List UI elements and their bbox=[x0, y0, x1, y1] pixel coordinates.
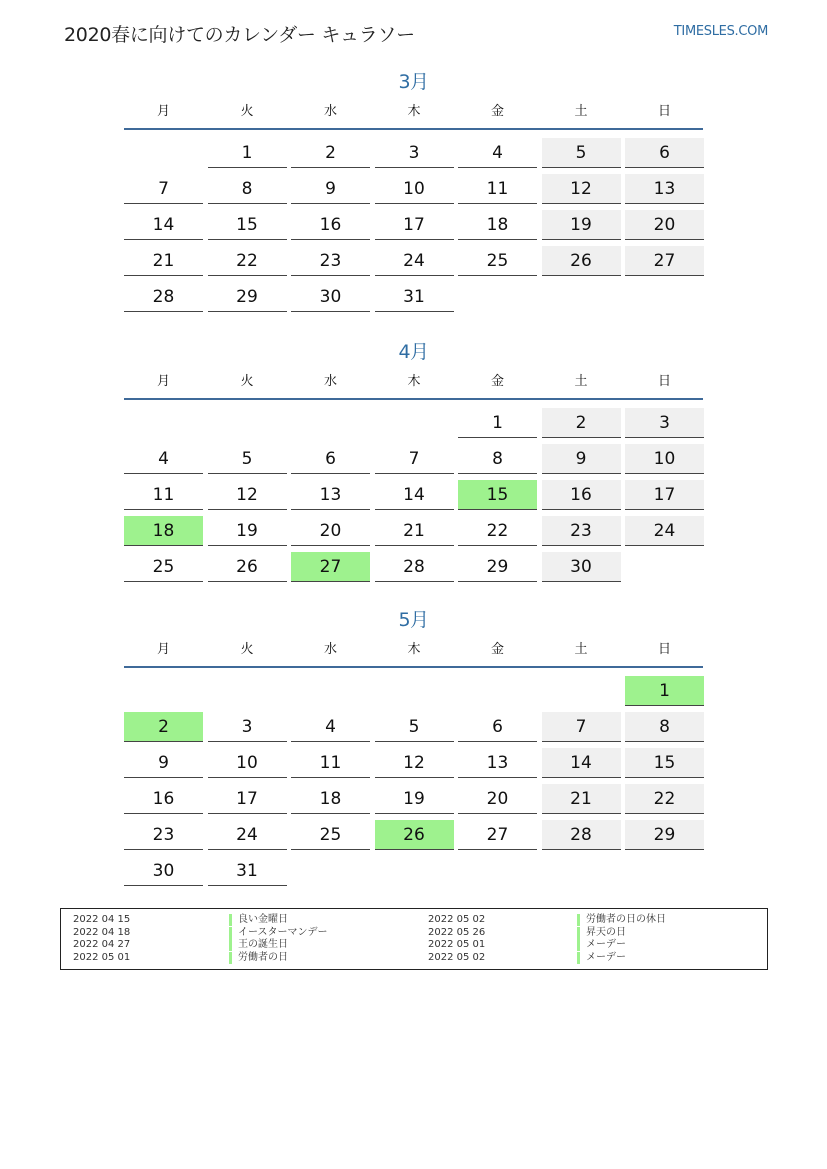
legend-date: 2022 05 01 bbox=[428, 939, 486, 950]
weekday-label: 火 bbox=[240, 104, 254, 119]
day-cell: 10 bbox=[625, 444, 704, 474]
day-grid bbox=[124, 132, 703, 318]
day-cell: 27 bbox=[625, 246, 704, 276]
day-cell: 30 bbox=[542, 552, 621, 582]
day-cell: 6 bbox=[458, 712, 537, 742]
legend-holiday-name: 労働者の日 bbox=[229, 952, 288, 964]
weekday-label: 火 bbox=[240, 642, 254, 657]
day-cell: 5 bbox=[375, 712, 454, 742]
weekday-label: 水 bbox=[323, 104, 337, 119]
weekday-label: 日 bbox=[657, 642, 671, 657]
day-cell: 15 bbox=[208, 210, 287, 240]
month-title: 5月 bbox=[398, 609, 429, 631]
weekday-label: 木 bbox=[407, 642, 421, 657]
page-title: 2020春に向けてのカレンダー キュラソー bbox=[64, 24, 415, 46]
legend-holiday-name: 王の誕生日 bbox=[229, 939, 288, 951]
day-cell: 7 bbox=[375, 444, 454, 474]
weekday-label: 土 bbox=[574, 642, 588, 657]
day-cell: 29 bbox=[625, 820, 704, 850]
day-cell: 10 bbox=[375, 174, 454, 204]
weekday-label: 月 bbox=[156, 642, 170, 657]
holiday-day-cell: 18 bbox=[124, 516, 203, 546]
day-cell: 7 bbox=[542, 712, 621, 742]
day-cell: 2 bbox=[291, 138, 370, 168]
legend-holiday-name: 労働者の日の休日 bbox=[577, 914, 666, 926]
day-cell: 25 bbox=[291, 820, 370, 850]
weekday-label: 火 bbox=[240, 374, 254, 389]
header-divider bbox=[124, 398, 703, 400]
day-cell: 7 bbox=[124, 174, 203, 204]
day-cell: 24 bbox=[375, 246, 454, 276]
day-cell: 25 bbox=[458, 246, 537, 276]
day-cell: 17 bbox=[625, 480, 704, 510]
day-cell: 12 bbox=[375, 748, 454, 778]
day-cell: 5 bbox=[542, 138, 621, 168]
day-cell: 17 bbox=[208, 784, 287, 814]
legend-date: 2022 05 02 bbox=[428, 914, 486, 925]
day-cell: 12 bbox=[542, 174, 621, 204]
month-block bbox=[124, 338, 703, 588]
day-cell: 28 bbox=[542, 820, 621, 850]
weekday-label: 土 bbox=[574, 104, 588, 119]
day-cell: 11 bbox=[291, 748, 370, 778]
page-header bbox=[64, 20, 768, 48]
day-cell: 5 bbox=[208, 444, 287, 474]
day-cell: 6 bbox=[625, 138, 704, 168]
day-cell: 2 bbox=[542, 408, 621, 438]
day-cell: 4 bbox=[124, 444, 203, 474]
weekday-label: 木 bbox=[407, 104, 421, 119]
day-cell: 3 bbox=[625, 408, 704, 438]
day-cell: 14 bbox=[375, 480, 454, 510]
day-cell: 23 bbox=[291, 246, 370, 276]
day-cell: 4 bbox=[458, 138, 537, 168]
day-cell: 16 bbox=[542, 480, 621, 510]
day-cell: 26 bbox=[542, 246, 621, 276]
day-cell: 22 bbox=[208, 246, 287, 276]
day-cell: 1 bbox=[458, 408, 537, 438]
day-cell: 1 bbox=[208, 138, 287, 168]
day-cell: 21 bbox=[375, 516, 454, 546]
day-cell: 15 bbox=[625, 748, 704, 778]
day-cell: 8 bbox=[458, 444, 537, 474]
day-cell: 24 bbox=[208, 820, 287, 850]
day-cell: 22 bbox=[458, 516, 537, 546]
day-cell: 24 bbox=[625, 516, 704, 546]
day-cell: 3 bbox=[208, 712, 287, 742]
day-grid bbox=[124, 402, 703, 588]
day-cell: 13 bbox=[291, 480, 370, 510]
day-cell: 14 bbox=[542, 748, 621, 778]
day-cell: 20 bbox=[291, 516, 370, 546]
day-cell: 19 bbox=[208, 516, 287, 546]
weekday-header bbox=[124, 372, 703, 398]
weekday-label: 日 bbox=[657, 374, 671, 389]
day-cell: 28 bbox=[375, 552, 454, 582]
weekday-label: 金 bbox=[490, 374, 504, 389]
day-cell: 26 bbox=[208, 552, 287, 582]
legend-date: 2022 05 02 bbox=[428, 951, 486, 963]
holiday-day-cell: 15 bbox=[458, 480, 537, 510]
day-cell: 30 bbox=[124, 856, 203, 886]
day-cell: 18 bbox=[291, 784, 370, 814]
day-cell: 31 bbox=[208, 856, 287, 886]
weekday-label: 水 bbox=[323, 642, 337, 657]
legend-holiday-name: メーデー bbox=[577, 939, 626, 951]
day-cell: 16 bbox=[291, 210, 370, 240]
legend-date: 2022 05 26 bbox=[428, 926, 486, 938]
weekday-label: 月 bbox=[156, 374, 170, 389]
day-cell: 23 bbox=[542, 516, 621, 546]
day-cell: 9 bbox=[542, 444, 621, 474]
brand-link[interactable]: TIMESLES.COM bbox=[673, 24, 768, 39]
header-divider bbox=[124, 666, 703, 668]
day-cell: 29 bbox=[458, 552, 537, 582]
day-cell: 20 bbox=[458, 784, 537, 814]
day-cell: 11 bbox=[458, 174, 537, 204]
day-cell: 28 bbox=[124, 282, 203, 312]
legend-holiday-name: 昇天の日 bbox=[577, 927, 626, 939]
day-grid bbox=[124, 670, 703, 892]
day-cell: 23 bbox=[124, 820, 203, 850]
day-cell: 4 bbox=[291, 712, 370, 742]
legend-date: 2022 04 18 bbox=[73, 926, 131, 938]
day-cell: 21 bbox=[124, 246, 203, 276]
day-cell: 3 bbox=[375, 138, 454, 168]
day-cell: 9 bbox=[291, 174, 370, 204]
day-cell: 18 bbox=[458, 210, 537, 240]
header-divider bbox=[124, 128, 703, 130]
day-cell: 19 bbox=[375, 784, 454, 814]
day-cell: 16 bbox=[124, 784, 203, 814]
month-title: 4月 bbox=[398, 341, 429, 363]
holiday-day-cell: 27 bbox=[291, 552, 370, 582]
day-cell: 27 bbox=[458, 820, 537, 850]
day-cell: 13 bbox=[625, 174, 704, 204]
day-cell: 21 bbox=[542, 784, 621, 814]
weekday-header bbox=[124, 102, 703, 128]
day-cell: 22 bbox=[625, 784, 704, 814]
day-cell: 17 bbox=[375, 210, 454, 240]
legend-holiday-name: メーデー bbox=[577, 952, 626, 964]
weekday-header bbox=[124, 640, 703, 666]
day-cell: 13 bbox=[458, 748, 537, 778]
day-cell: 10 bbox=[208, 748, 287, 778]
day-cell: 20 bbox=[625, 210, 704, 240]
weekday-label: 木 bbox=[407, 374, 421, 389]
day-cell: 31 bbox=[375, 282, 454, 312]
legend-date: 2022 05 01 bbox=[73, 951, 131, 963]
weekday-label: 土 bbox=[574, 374, 588, 389]
day-cell: 6 bbox=[291, 444, 370, 474]
holiday-day-cell: 1 bbox=[625, 676, 704, 706]
legend-holiday-name: 良い金曜日 bbox=[229, 914, 288, 926]
day-cell: 29 bbox=[208, 282, 287, 312]
holiday-legend bbox=[60, 908, 768, 970]
day-cell: 14 bbox=[124, 210, 203, 240]
legend-date: 2022 04 27 bbox=[73, 939, 131, 950]
weekday-label: 金 bbox=[490, 642, 504, 657]
holiday-day-cell: 26 bbox=[375, 820, 454, 850]
month-block bbox=[124, 68, 703, 318]
weekday-label: 金 bbox=[490, 104, 504, 119]
day-cell: 8 bbox=[625, 712, 704, 742]
legend-holiday-name: イースターマンデー bbox=[229, 927, 328, 939]
weekday-label: 水 bbox=[323, 374, 337, 389]
weekday-label: 日 bbox=[657, 104, 671, 119]
day-cell: 19 bbox=[542, 210, 621, 240]
day-cell: 12 bbox=[208, 480, 287, 510]
day-cell: 25 bbox=[124, 552, 203, 582]
day-cell: 9 bbox=[124, 748, 203, 778]
weekday-label: 月 bbox=[156, 104, 170, 119]
day-cell: 30 bbox=[291, 282, 370, 312]
legend-date: 2022 04 15 bbox=[73, 914, 131, 925]
day-cell: 8 bbox=[208, 174, 287, 204]
month-block bbox=[124, 606, 703, 892]
month-title: 3月 bbox=[398, 71, 429, 93]
day-cell: 11 bbox=[124, 480, 203, 510]
holiday-day-cell: 2 bbox=[124, 712, 203, 742]
